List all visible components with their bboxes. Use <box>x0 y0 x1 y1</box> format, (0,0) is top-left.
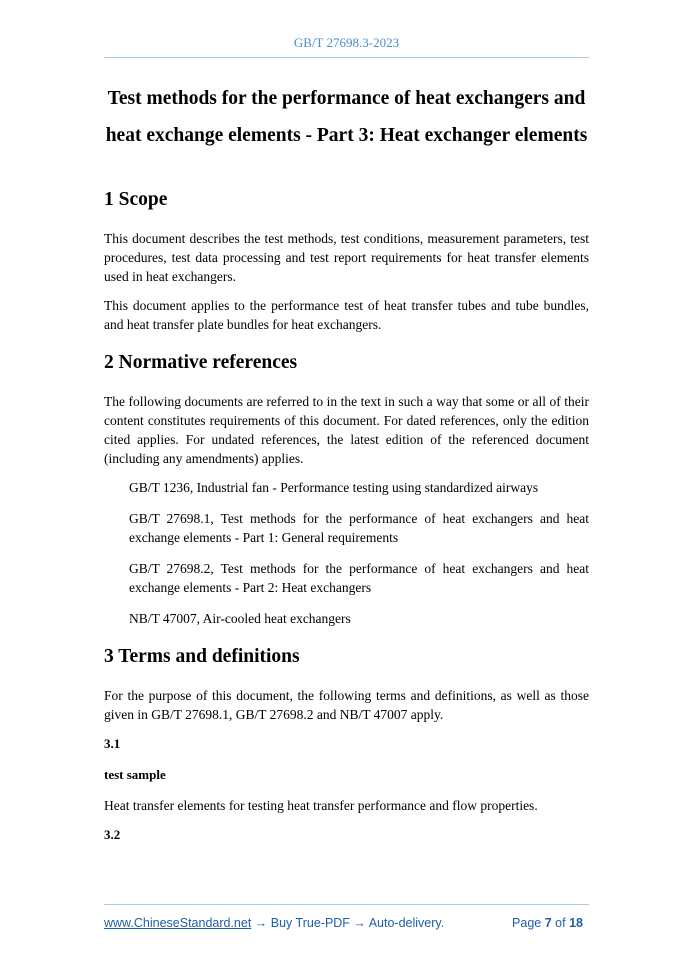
term-name: test sample <box>104 767 166 782</box>
normative-intro-paragraph: The following documents are referred to in the text in such a way that some or all of their content constitutes requirements of this document. For dated references, only the edition cited applies. For undated references, the latest edition of the referenced document (including any amendments) applies. <box>104 394 589 466</box>
page-of: of <box>555 916 566 930</box>
title-line-2: heat exchange elements - Part 3: Heat exchanger elements <box>105 125 588 146</box>
term-number: 3.1 <box>104 736 121 751</box>
reference-item: GB/T 1236, Industrial fan - Performance testing using standardized airways <box>129 480 539 495</box>
section-heading-scope: 1 Scope <box>104 189 168 210</box>
footer-promo-text: → Buy True-PDF → Auto-delivery. <box>251 916 445 930</box>
page-footer <box>104 916 589 930</box>
page-label: Page <box>512 916 542 930</box>
title-line-1: Test methods for the performance of heat exchangers and <box>107 88 586 109</box>
page-number <box>512 916 583 930</box>
scope-paragraph-1: This document describes the test methods, test conditions, measurement parameters, test procedures, test data processing and test report requirements for heat transfer elements used in heat exchangers. <box>104 231 589 284</box>
terms-intro-paragraph: For the purpose of this document, the following terms and definitions, as well as those given in GB/T 27698.1, GB/T 27698.2 and NB/T 47007 apply. <box>104 688 589 722</box>
term-definition: Heat transfer elements for testing heat transfer performance and flow properties. <box>104 798 538 813</box>
page-total: 18 <box>569 916 583 930</box>
standard-code-header: GB/T 27698.3-2023 <box>293 35 400 50</box>
document-title <box>80 80 613 154</box>
document-body <box>104 187 589 856</box>
reference-item: NB/T 47007, Air-cooled heat exchangers <box>129 611 351 626</box>
section-heading-terms-definitions: 3 Terms and definitions <box>104 646 300 667</box>
scope-paragraph-2: This document applies to the performance test of heat transfer tubes and tube bundles, and heat transfer plate bundles for heat exchangers. <box>104 298 589 332</box>
header-divider <box>104 57 589 58</box>
website-link[interactable]: www.ChineseStandard.net <box>104 916 252 930</box>
reference-item: GB/T 27698.2, Test methods for the performance of heat exchangers and heat exchange elements - Part 2: Heat exchangers <box>129 561 589 595</box>
term-number: 3.2 <box>104 827 121 842</box>
section-heading-normative-references: 2 Normative references <box>104 352 298 373</box>
page-current: 7 <box>544 916 552 930</box>
reference-item: GB/T 27698.1, Test methods for the performance of heat exchangers and heat exchange elements - Part 1: General requirements <box>129 511 589 545</box>
footer-divider <box>104 904 589 905</box>
